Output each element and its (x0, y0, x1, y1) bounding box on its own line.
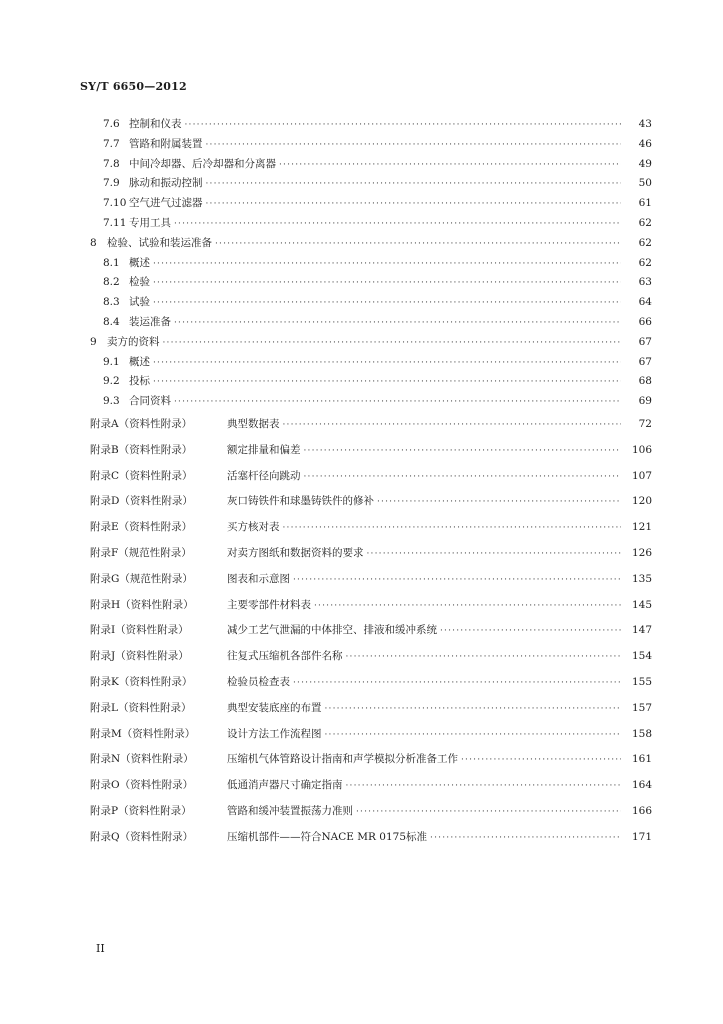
toc-entry-page: 64 (638, 296, 652, 309)
toc-entry[interactable] (90, 412, 652, 438)
toc-entry-title: 专用工具 (129, 216, 171, 229)
toc-entry-page: 62 (638, 256, 652, 269)
toc-entry-page: 154 (631, 650, 652, 663)
toc-entry-number: 附录J（资料性附录） (90, 650, 189, 663)
toc-entry-page: 121 (631, 521, 652, 534)
toc-entry-number: 9.1 (103, 355, 120, 368)
dot-leader (283, 413, 622, 439)
toc-entry-number: 附录G（规范性附录） (90, 572, 193, 585)
toc-entry-number: 9.2 (103, 375, 120, 388)
toc-entry-page: 147 (631, 624, 652, 637)
toc-entry[interactable] (103, 115, 652, 135)
toc-entry[interactable] (103, 155, 652, 175)
dot-leader (293, 671, 621, 697)
dot-leader (461, 748, 621, 774)
toc-entry-number: 附录L（资料性附录） (90, 701, 192, 714)
toc-entry[interactable] (90, 747, 652, 773)
toc-entry-number: 附录E（资料性附录） (90, 521, 193, 534)
dot-leader (346, 774, 622, 800)
toc-entry-title: 对卖方图纸和数据资料的要求 (227, 546, 364, 559)
dot-leader (367, 542, 622, 568)
toc-entry-page: 120 (631, 495, 652, 508)
dot-leader (153, 255, 621, 275)
dot-leader (314, 594, 621, 620)
toc-entry[interactable] (103, 174, 652, 194)
dot-leader (279, 156, 621, 176)
toc-entry-page: 67 (638, 355, 652, 368)
table-of-contents (0, 115, 723, 851)
toc-entry-title: 典型数据表 (227, 417, 280, 430)
toc-entry-title: 投标 (129, 375, 150, 388)
toc-entry-number: 附录F（规范性附录） (90, 546, 192, 559)
toc-entry[interactable] (90, 541, 652, 567)
toc-entry-number: 附录O（资料性附录） (90, 779, 194, 792)
dot-leader (174, 215, 621, 235)
dot-leader (153, 274, 621, 294)
toc-entry[interactable] (90, 825, 652, 851)
toc-entry-number: 附录P（资料性附录） (90, 804, 192, 817)
toc-entry[interactable] (90, 618, 652, 644)
toc-entry-title: 合同资料 (129, 395, 171, 408)
toc-entry[interactable] (90, 333, 652, 353)
toc-entry-title: 压缩机部件——符合NACE MR 0175标准 (227, 830, 428, 843)
toc-entry-title: 试验 (129, 296, 150, 309)
dot-leader (293, 568, 621, 594)
dot-leader (325, 697, 622, 723)
toc-entry-page: 46 (638, 137, 652, 150)
toc-entry-number: 7.8 (103, 157, 120, 170)
toc-entry-number: 附录I（资料性附录） (90, 624, 189, 637)
toc-entry-page: 62 (638, 236, 652, 249)
toc-entry-title: 设计方法工作流程图 (227, 727, 322, 740)
dot-leader (206, 195, 622, 215)
toc-entry-title: 图表和示意图 (227, 572, 290, 585)
toc-entry-page: 106 (631, 443, 652, 456)
toc-entry-page: 68 (638, 375, 652, 388)
toc-entry[interactable] (90, 670, 652, 696)
dot-leader (174, 393, 621, 413)
toc-entry-title: 空气进气过滤器 (129, 197, 203, 210)
toc-entry-page: 72 (638, 417, 652, 430)
dot-leader (185, 116, 622, 136)
toc-entry[interactable] (90, 515, 652, 541)
toc-entry-page: 61 (638, 197, 652, 210)
toc-entry[interactable] (103, 254, 652, 274)
toc-entry-number: 附录D（资料性附录） (90, 495, 193, 508)
dot-leader (440, 619, 621, 645)
dot-leader (206, 175, 622, 195)
toc-entry-number: 8.3 (103, 296, 120, 309)
toc-entry-title: 检验、试验和装运准备 (107, 236, 212, 249)
toc-entry[interactable] (103, 293, 652, 313)
toc-entry-number: 附录N（资料性附录） (90, 753, 194, 766)
toc-entry-title: 低通消声器尺寸确定指南 (227, 779, 343, 792)
toc-entry-title: 典型安装底座的布置 (227, 701, 322, 714)
page-number-footer: II (96, 942, 105, 955)
toc-entry[interactable] (103, 353, 652, 373)
toc-entry-number: 9.3 (103, 395, 120, 408)
toc-entry-title: 主要零部件材料表 (227, 598, 311, 611)
toc-entry-title: 脉动和振动控制 (129, 177, 203, 190)
dot-leader (283, 516, 622, 542)
toc-entry-title: 灰口铸铁件和球墨铸铁件的修补 (227, 495, 374, 508)
toc-entry[interactable] (90, 489, 652, 515)
toc-entry-title: 管路和缓冲装置振荡力准则 (227, 804, 353, 817)
toc-entry[interactable] (90, 696, 652, 722)
toc-entry-page: 63 (638, 276, 652, 289)
toc-entry-page: 67 (638, 335, 652, 348)
toc-entry-page: 66 (638, 315, 652, 328)
toc-entry-number: 附录B（资料性附录） (90, 443, 193, 456)
toc-entry-page: 155 (631, 675, 652, 688)
toc-entry-page: 49 (638, 157, 652, 170)
toc-entry-title: 概述 (129, 355, 150, 368)
toc-entry[interactable] (103, 273, 652, 293)
dot-leader (174, 314, 621, 334)
toc-entry-page: 62 (638, 216, 652, 229)
toc-entry-number: 附录K（资料性附录） (90, 675, 193, 688)
toc-entry-title: 卖方的资料 (107, 335, 160, 348)
dot-leader (356, 800, 621, 826)
dot-leader (304, 439, 622, 465)
document-number: SY/T 6650—2012 (80, 80, 187, 93)
dot-leader (153, 373, 621, 393)
dot-leader (377, 490, 621, 516)
toc-entry-number: 附录A（资料性附录） (90, 417, 193, 430)
toc-entry-title: 买方核对表 (227, 521, 280, 534)
toc-entry-page: 135 (631, 572, 652, 585)
toc-entry-number: 7.9 (103, 177, 120, 190)
dot-leader (163, 334, 622, 354)
toc-entry-title: 往复式压缩机各部件名称 (227, 650, 343, 663)
dot-leader (215, 235, 621, 255)
toc-entry-title: 检验 (129, 276, 150, 289)
toc-entry[interactable] (90, 438, 652, 464)
toc-entry-page: 171 (631, 830, 652, 843)
toc-entry[interactable] (103, 372, 652, 392)
toc-entry[interactable] (103, 214, 652, 234)
toc-entry[interactable] (90, 773, 652, 799)
toc-entry-title: 中间冷却器、后冷却器和分离器 (129, 157, 276, 170)
toc-entry[interactable] (90, 567, 652, 593)
toc-entry-number: 7.10 (103, 197, 127, 210)
toc-entry[interactable] (90, 234, 652, 254)
toc-entry[interactable] (103, 392, 652, 412)
toc-entry-title: 额定排量和偏差 (227, 443, 301, 456)
toc-entry-page: 145 (631, 598, 652, 611)
toc-entry-page: 107 (631, 469, 652, 482)
toc-entry[interactable] (90, 464, 652, 490)
toc-entry[interactable] (90, 593, 652, 619)
toc-entry-title: 概述 (129, 256, 150, 269)
toc-entry-page: 166 (631, 804, 652, 817)
toc-entry[interactable] (90, 799, 652, 825)
toc-entry-number: 7.11 (103, 216, 127, 229)
toc-entry-number: 8.1 (103, 256, 120, 269)
toc-entry[interactable] (90, 644, 652, 670)
toc-entry[interactable] (90, 722, 652, 748)
toc-entry-number: 附录H（资料性附录） (90, 598, 194, 611)
toc-entry-title: 管路和附属装置 (129, 137, 203, 150)
toc-entry-number: 附录M（资料性附录） (90, 727, 196, 740)
toc-entry-number: 8.2 (103, 276, 120, 289)
toc-entry[interactable] (103, 194, 652, 214)
toc-entry[interactable] (103, 313, 652, 333)
toc-entry-number: 附录C（资料性附录） (90, 469, 193, 482)
toc-entry-page: 161 (631, 753, 652, 766)
dot-leader (153, 354, 621, 374)
toc-entry-title: 活塞杆径向跳动 (227, 469, 301, 482)
toc-entry-number: 9 (90, 335, 97, 348)
dot-leader (206, 136, 622, 156)
toc-entry-page: 126 (631, 546, 652, 559)
toc-entry-title: 减少工艺气泄漏的中体排空、排液和缓冲系统 (227, 624, 437, 637)
toc-entry[interactable] (103, 135, 652, 155)
toc-entry-number: 8 (90, 236, 97, 249)
toc-entry-number: 附录Q（资料性附录） (90, 830, 194, 843)
dot-leader (325, 723, 622, 749)
toc-entry-number: 8.4 (103, 315, 120, 328)
toc-entry-page: 164 (631, 779, 652, 792)
toc-entry-page: 157 (631, 701, 652, 714)
dot-leader (304, 465, 622, 491)
toc-entry-page: 50 (638, 177, 652, 190)
toc-entry-title: 控制和仪表 (129, 118, 182, 130)
toc-entry-title: 装运准备 (129, 315, 171, 328)
toc-entry-title: 检验员检查表 (227, 675, 290, 688)
dot-leader (153, 294, 621, 314)
toc-entry-title: 压缩机气体管路设计指南和声学模拟分析准备工作 (227, 753, 458, 766)
toc-entry-page: 69 (638, 395, 652, 408)
toc-entry-number: 7.7 (103, 137, 120, 150)
dot-leader (430, 826, 621, 852)
dot-leader (346, 645, 622, 671)
toc-entry-page: 158 (631, 727, 652, 740)
toc-entry-page: 43 (638, 118, 652, 130)
toc-entry-number: 7.6 (103, 118, 120, 130)
